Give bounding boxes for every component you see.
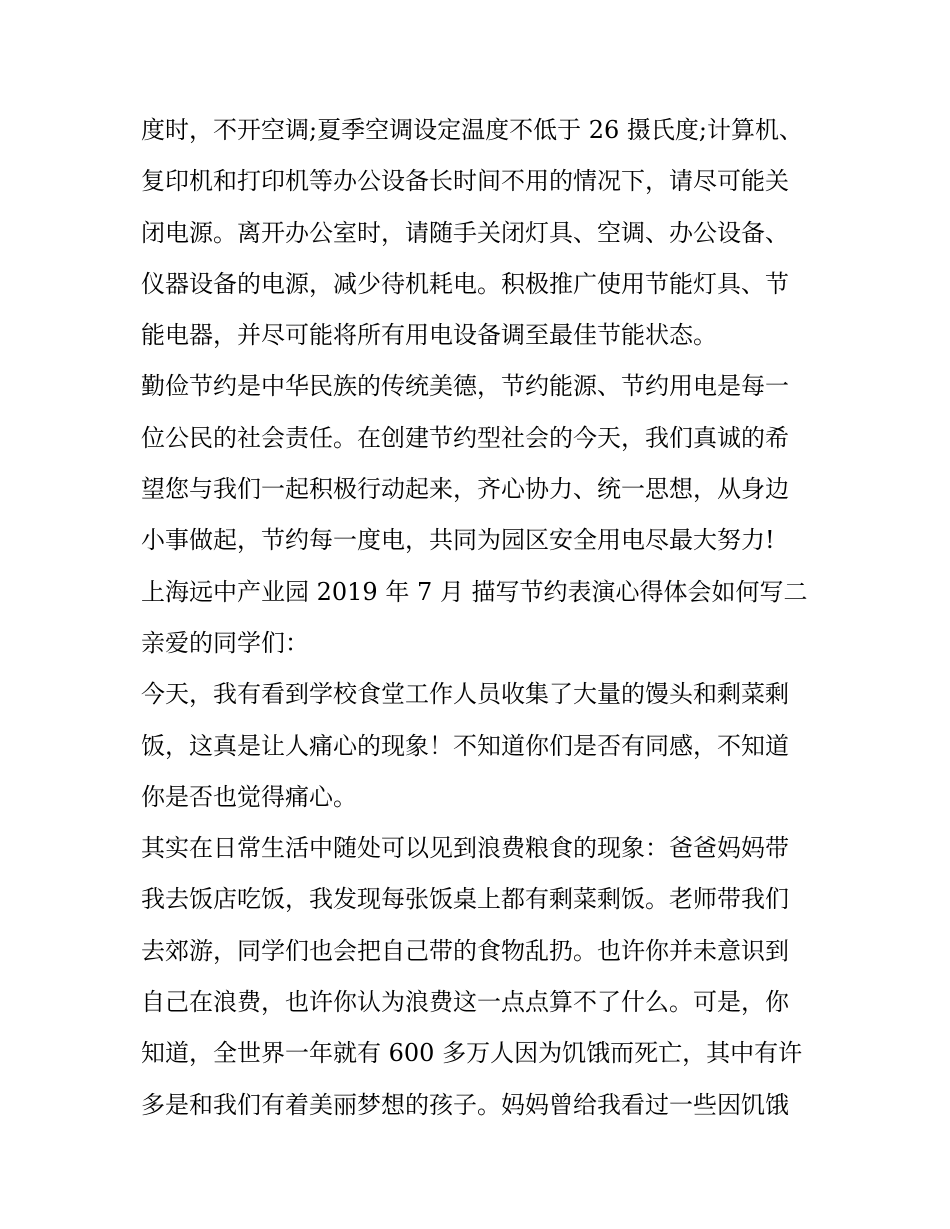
text-line: 去郊游，同学们也会把自己带的食物乱扔。也许你并未意识到 — [141, 936, 789, 965]
text-line: 其实在日常生活中随处可以见到浪费粮食的现象：爸爸妈妈带 — [141, 834, 789, 863]
text-line: 上海远中产业园 2019 年 7 月 描写节约表演心得体会如何写二 — [141, 577, 808, 606]
text-line: 亲爱的同学们： — [141, 628, 309, 657]
text-line: 复印机和打印机等办公设备长时间不用的情况下，请尽可能关 — [141, 167, 789, 196]
text-line: 你是否也觉得痛心。 — [141, 782, 357, 811]
document-body-text — [141, 105, 821, 1131]
text-line: 饭，这真是让人痛心的现象！不知道你们是否有同感，不知道 — [141, 731, 789, 760]
text-line: 度时，不开空调;夏季空调设定温度不低于 26 摄氏度;计算机、 — [141, 116, 803, 144]
text-line: 小事做起，节约每一度电，共同为园区安全用电尽最大努力! — [141, 526, 775, 555]
text-line: 我去饭店吃饭，我发现每张饭桌上都有剩菜剩饭。老师带我们 — [141, 885, 789, 914]
text-line: 知道，全世界一年就有 600 多万人因为饥饿而死亡，其中有许 — [141, 1039, 803, 1068]
text-line: 能电器，并尽可能将所有用电设备调至最佳节能状态。 — [141, 321, 717, 350]
text-line: 自己在浪费，也许你认为浪费这一点点算不了什么。可是，你 — [141, 988, 789, 1017]
text-line: 仪器设备的电源，减少待机耗电。积极推广使用节能灯具、节 — [141, 269, 789, 298]
text-line: 勤俭节约是中华民族的传统美德，节约能源、节约用电是每一 — [141, 372, 789, 401]
text-line: 多是和我们有着美丽梦想的孩子。妈妈曾给我看过一些因饥饿 — [141, 1090, 789, 1119]
text-line: 今天，我有看到学校食堂工作人员收集了大量的馒头和剩菜剩 — [141, 680, 789, 709]
text-line: 位公民的社会责任。在创建节约型社会的今天，我们真诚的希 — [141, 423, 789, 452]
text-line: 望您与我们一起积极行动起来，齐心协力、统一思想，从身边 — [141, 475, 789, 504]
text-line: 闭电源。离开办公室时，请随手关闭灯具、空调、办公设备、 — [141, 218, 789, 247]
